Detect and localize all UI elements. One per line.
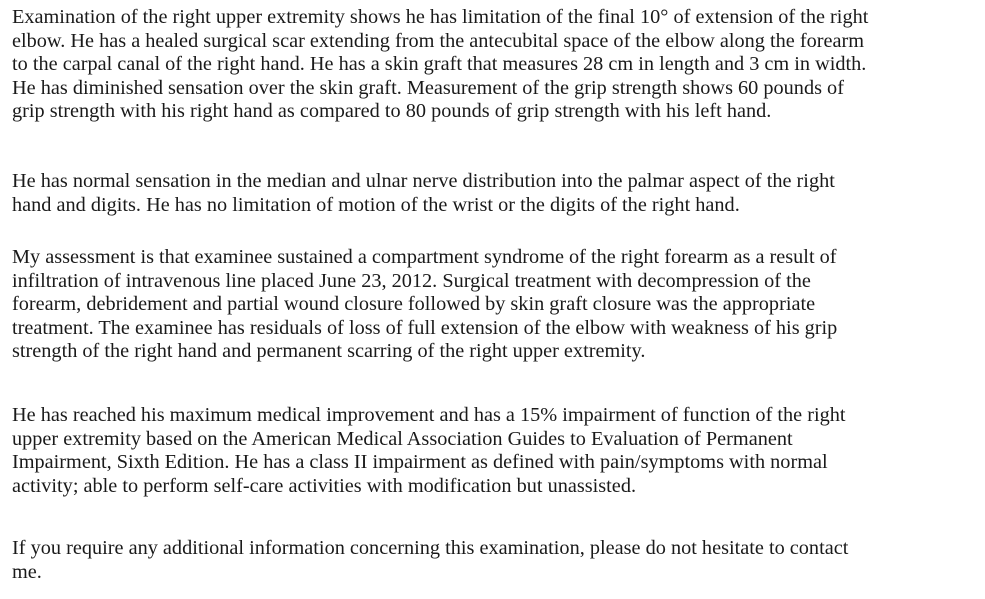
paragraph-impairment-rating bbox=[12, 404, 846, 498]
text-line: infiltration of intravenous line placed June 23, 2012. Surgical treatment with decompression of the bbox=[12, 269, 811, 292]
text-line: forearm, debridement and partial wound closure followed by skin graft closure was the appropriate bbox=[12, 293, 816, 316]
text-line: If you require any additional information concerning this examination, please do not hesitate to contact bbox=[12, 537, 849, 559]
text-line: He has reached his maximum medical improvement and has a 15% impairment of function of the right bbox=[12, 404, 846, 426]
text-line: me. bbox=[12, 560, 42, 583]
text-line: He has normal sensation in the median and ulnar nerve distribution into the palmar aspect of the right bbox=[12, 170, 835, 192]
text-line: hand and digits. He has no limitation of motion of the wrist or the digits of the right hand. bbox=[12, 193, 740, 216]
paragraph-closing bbox=[12, 537, 848, 584]
text-line: grip strength with his right hand as compared to 80 pounds of grip strength with his left hand. bbox=[12, 100, 772, 123]
text-line: elbow. He has a healed surgical scar extending from the antecubital space of the elbow along the forearm bbox=[12, 29, 865, 52]
text-line: Examination of the right upper extremity shows he has limitation of the final 10° of extension of the right bbox=[12, 6, 869, 28]
text-line: treatment. The examinee has residuals of loss of full extension of the elbow with weakness of his grip bbox=[12, 316, 838, 339]
text-line: My assessment is that examinee sustained a compartment syndrome of the right forearm as a result of bbox=[12, 246, 837, 268]
text-line: to the carpal canal of the right hand. He has a skin graft that measures 28 cm in length and 3 cm in width. bbox=[12, 53, 867, 76]
paragraph-physical-exam bbox=[12, 6, 868, 124]
text-line: strength of the right hand and permanent scarring of the right upper extremity. bbox=[12, 340, 646, 363]
text-line: activity; able to perform self-care activities with modification but unassisted. bbox=[12, 474, 637, 497]
paragraph-neuro-exam bbox=[12, 170, 835, 217]
text-line: Impairment, Sixth Edition. He has a class II impairment as defined with pain/symptoms with normal bbox=[12, 451, 828, 474]
paragraph-assessment bbox=[12, 246, 837, 364]
text-line: He has diminished sensation over the skin graft. Measurement of the grip strength shows 60 pounds of bbox=[12, 76, 844, 99]
text-line: upper extremity based on the American Medical Association Guides to Evaluation of Permanent bbox=[12, 427, 793, 450]
